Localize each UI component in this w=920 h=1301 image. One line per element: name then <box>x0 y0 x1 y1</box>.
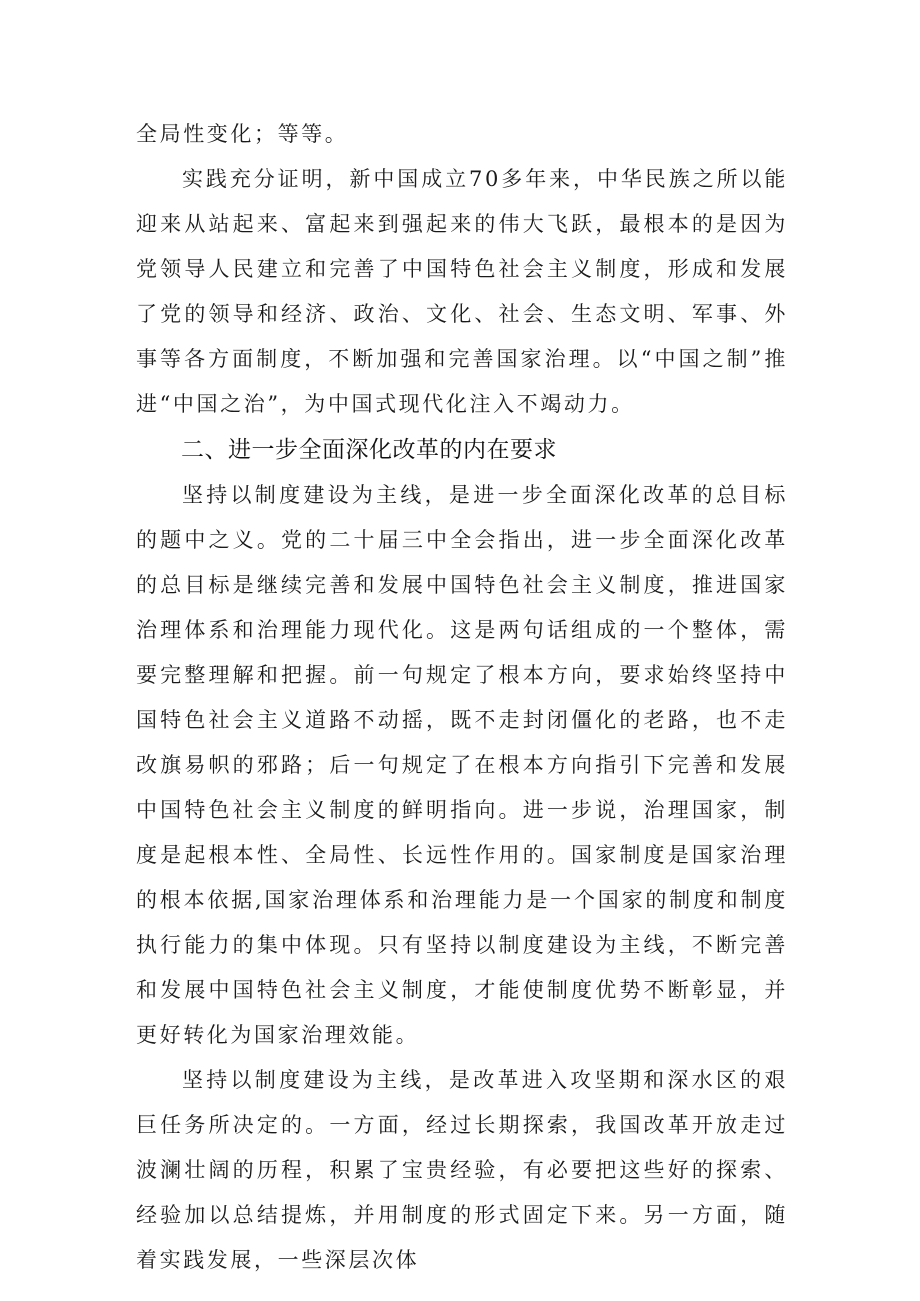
paragraph-continuation: 全局性变化；等等。 <box>136 122 349 146</box>
paragraph-reform-goal: 坚持以制度建设为主线，是进一步全面深化改革的总目标的题中之义。党的二十届三中全会指出，进一步全面深化改革的总目标是继续完善和发展中国特色社会主义制度，推进国家治理体系和治理能力现代化。这是两句话组成的一个整体，需要完整理解和把握。前一句规定了根本方向，要求始终坚持中国特色社会主义道路不动摇，既不走封闭僵化的老路，也不走改旗易帜的邪路；后一句规定了在根本方向指引下完善和发展中国特色社会主义制度的鲜明指向。进一步说，治理国家，制度是起根本性、全局性、长远性作用的。国家制度是国家治理的根本依据,国家治理体系和治理能力是一个国家的制度和制度执行能力的集中体现。只有坚持以制度建设为主线，不断完善和发展中国特色社会主义制度，才能使制度优势不断彰显，并更好转化为国家治理效能。 <box>136 483 788 1047</box>
paragraph-practice-proves: 实践充分证明，新中国成立70多年来，中华民族之所以能迎来从站起来、富起来到强起来的伟大飞跃，最根本的是因为党领导人民建立和完善了中国特色社会主义制度，形成和发展了党的领导和经济、政治、文化、社会、生态文明、军事、外事等各方面制度，不断加强和完善国家治理。以“中国之制”推进“中国之治”，为中国式现代化注入不竭动力。 <box>136 167 788 416</box>
section-heading-2: 二、进一步全面深化改革的内在要求 <box>181 437 557 463</box>
paragraph-reform-tasks: 坚持以制度建设为主线，是改革进入攻坚期和深水区的艰巨任务所决定的。一方面，经过长期探索，我国改革开放走过波澜壮阔的历程，积累了宝贵经验，有必要把这些好的探索、经验加以总结提炼，并用制度的形式固定下来。另一方面，随着实践发展，一些深层次体 <box>136 1068 788 1272</box>
